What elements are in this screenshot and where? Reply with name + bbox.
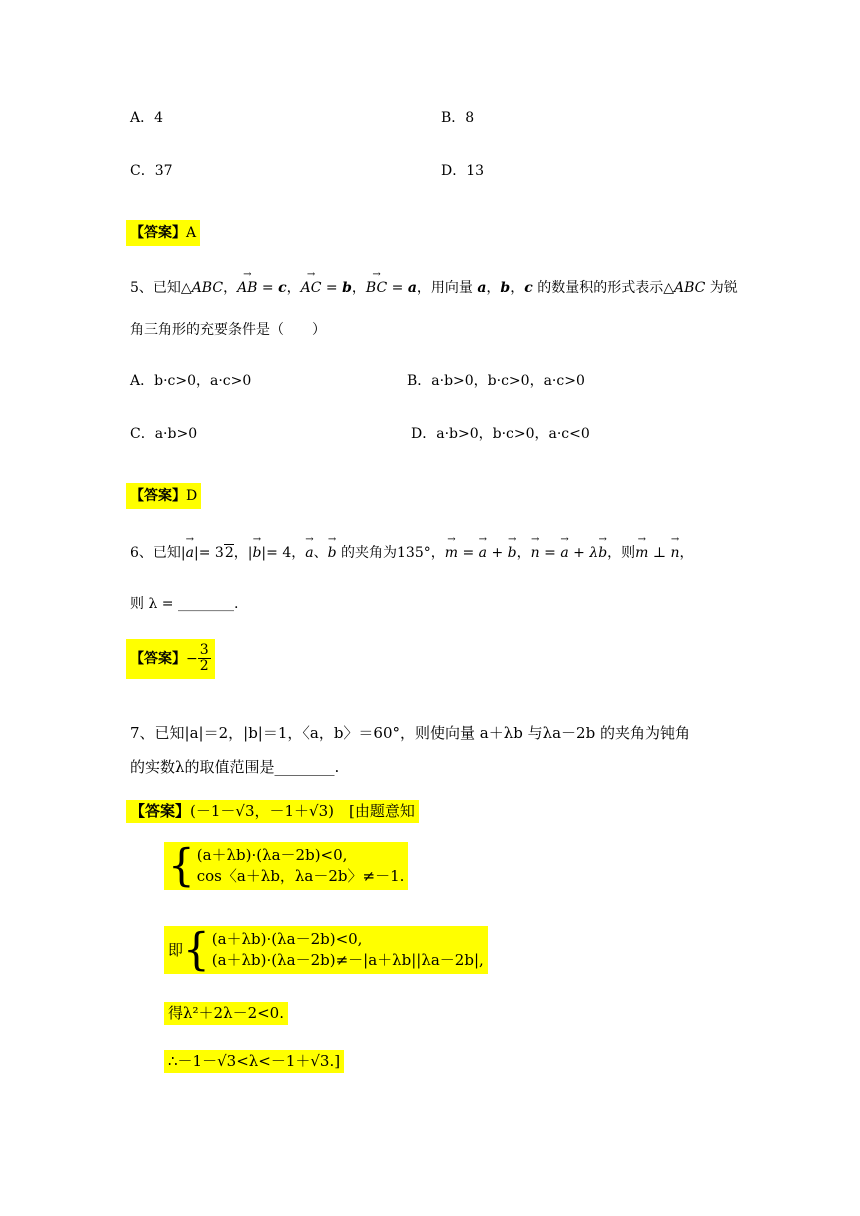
q4-option-b: B．8 <box>441 110 475 126</box>
q5-option-d: D．a·b>0，b·c>0，a·c<0 <box>411 426 590 442</box>
q4-option-c: C．37 <box>130 163 173 179</box>
q7-stem-line1: 7、已知|a|＝2，|b|＝1，〈a，b〉＝60°，则使向量 a＋λb 与λa－2b 的夹角为钝角 <box>130 724 690 742</box>
q7-stem-line2: 的实数λ的取值范围是________. <box>130 758 340 776</box>
q5-answer: 【答案】D <box>126 483 201 509</box>
q7-system-2-prefix: 即 <box>168 940 184 959</box>
q7-conclusion: ∴－1－√3<λ<－1＋√3.] <box>164 1050 344 1073</box>
q6-stem-line1: 6、已知|→ a|= 32，|→ b|= 4，→ a、→ b 的夹角为135°，→ m = → a + → b，→ n = → a + λ→ b，则→ m ⊥ → n， <box>130 546 694 560</box>
q4-option-a: A．4 <box>130 110 164 126</box>
q7-system-2: 即 { (a＋λb)·(λa－2b)<0, (a＋λb)·(λa－2b)≠－|a＋λb||λa－2b|, <box>164 926 488 974</box>
q5-option-a: A．b·c>0，a·c>0 <box>130 373 252 389</box>
q7-step-inequality: 得λ²＋2λ－2<0. <box>164 1002 288 1025</box>
q7-system-2-line-1: (a＋λb)·(λa－2b)<0, <box>211 930 363 948</box>
q4-answer: 【答案】A <box>126 220 200 246</box>
q7-system-1-line-1: (a＋λb)·(λa－2b)<0, <box>196 846 348 864</box>
q6-answer-fraction: $\frac{3}{2}$ <box>199 642 209 675</box>
q5-option-b: B．a·b>0，b·c>0，a·c>0 <box>407 373 585 389</box>
q6-stem-line2: 则 λ = ________. <box>130 596 239 612</box>
q7-system-1: { (a＋λb)·(λa－2b)<0, cos〈a＋λb，λa－2b〉≠－1. <box>164 842 408 890</box>
q4-option-d: D．13 <box>441 163 485 179</box>
q5-stem-line2: 角三角形的充要条件是（ ） <box>130 322 326 338</box>
q7-system-2-line-2: (a＋λb)·(λa－2b)≠－|a＋λb||λa－2b|, <box>211 951 484 969</box>
q5-stem-line1: 5、已知△ABC，→ AB = c，→ AC = b，→ BC = a，用向量 a，b，c 的数量积的形式表示△ABC 为锐 <box>130 281 738 295</box>
q7-system-1-line-2: cos〈a＋λb，λa－2b〉≠－1. <box>196 867 405 885</box>
q7-answer: 【答案】(－1－√3，－1＋√3) [由题意知 <box>126 800 419 823</box>
q5-option-c: C．a·b>0 <box>130 426 198 442</box>
q6-answer: 【答案】 − $\frac{3}{2}$ <box>126 639 215 679</box>
